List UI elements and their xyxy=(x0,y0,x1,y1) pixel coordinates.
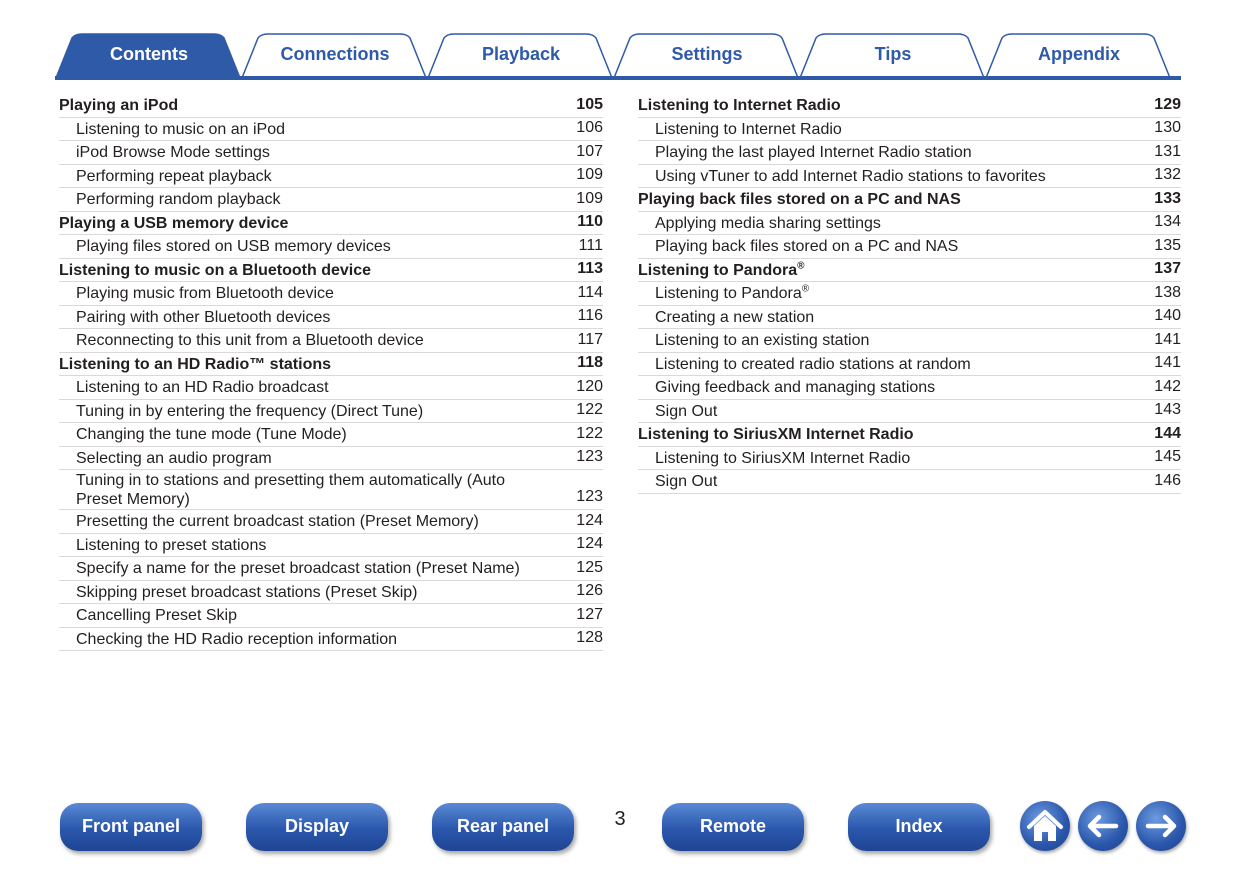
toc-entry-title xyxy=(655,308,1181,327)
toc-entry[interactable] xyxy=(59,628,603,652)
toc-entry-text: Listening to created radio stations at random xyxy=(655,355,971,373)
back-button[interactable] xyxy=(1078,801,1128,851)
toc-entry-text: Sign Out xyxy=(655,402,718,420)
registered-mark: ® xyxy=(797,260,805,272)
remote-button[interactable]: Remote xyxy=(662,803,804,851)
toc-entry-text: Tuning in by entering the frequency (Direct Tune) xyxy=(76,402,424,420)
toc-entry[interactable] xyxy=(59,557,603,581)
toc-entry-text: Playing a USB memory device xyxy=(59,214,289,232)
toc-right-column xyxy=(638,94,1181,494)
toc-entry-title xyxy=(655,331,1181,350)
toc-entry-text: Listening to an HD Radio broadcast xyxy=(76,379,329,396)
toc-entry-text: Giving feedback and managing stations xyxy=(655,379,936,396)
toc-entry-text: Listening to Internet Radio xyxy=(638,97,841,114)
toc-entry-title xyxy=(655,167,1181,186)
toc-page-number: 114 xyxy=(577,283,603,301)
toc-entry[interactable] xyxy=(638,376,1181,400)
toc-entry-text: Applying media sharing settings xyxy=(655,214,881,232)
toc-page-number: 122 xyxy=(576,401,603,418)
toc-entry-title xyxy=(59,214,603,233)
toc-entry-title xyxy=(76,536,603,555)
home-button[interactable] xyxy=(1020,801,1070,851)
toc-page-number: 130 xyxy=(1154,119,1181,136)
tab-appendix[interactable]: Appendix xyxy=(1037,44,1120,64)
toc-page-number: 126 xyxy=(576,582,603,599)
toc-entry-title xyxy=(76,471,603,509)
toc-entry-text: Playing back files stored on a PC and NAS xyxy=(638,191,961,208)
toc-entry-text: Sign Out xyxy=(655,473,718,490)
toc-entry-title xyxy=(59,261,603,280)
toc-page-number: 133 xyxy=(1154,189,1181,207)
toc-entry[interactable] xyxy=(638,329,1181,353)
toc-page-number: 144 xyxy=(1154,424,1181,442)
home-icon xyxy=(1020,801,1070,851)
toc-entry-text: Pairing with other Bluetooth devices xyxy=(76,308,331,326)
index-button[interactable]: Index xyxy=(848,803,990,851)
tab-connections[interactable]: Connections xyxy=(280,44,390,64)
toc-entry-title xyxy=(655,355,1181,374)
toc-entry-title xyxy=(59,96,603,115)
toc-page-number: 125 xyxy=(576,558,603,576)
toc-entry[interactable] xyxy=(59,306,603,330)
toc-entry-text: Skipping preset broadcast stations (Preset Skip) xyxy=(76,583,418,601)
toc-entry-text: Listening to an HD Radio™ stations xyxy=(59,355,332,373)
page-number: 3 xyxy=(614,808,626,830)
toc-entry-text: Playing music from Bluetooth device xyxy=(76,285,334,302)
toc-entry[interactable] xyxy=(638,118,1181,142)
toc-entry-text: Performing random playback xyxy=(76,191,281,208)
toc-entry-text: Playing files stored on USB memory devices xyxy=(76,238,391,255)
toc-heading[interactable] xyxy=(638,259,1181,283)
toc-page-number: 143 xyxy=(1154,401,1181,418)
toc-page-number: 128 xyxy=(576,629,603,646)
toc-page-number: 117 xyxy=(577,330,603,348)
toc-entry-title xyxy=(76,559,603,578)
toc-page-number: 113 xyxy=(577,260,603,277)
toc-page-number: 129 xyxy=(1154,95,1181,113)
toc-page-number: 145 xyxy=(1154,448,1181,465)
toc-entry-title xyxy=(638,261,1181,280)
toc-entry-title xyxy=(655,143,1181,162)
toc-entry-text: Listening to Pandora xyxy=(655,285,802,302)
tab-settings[interactable]: Settings xyxy=(671,44,743,64)
toc-entry[interactable] xyxy=(59,510,603,534)
toc-entry[interactable] xyxy=(638,141,1181,165)
toc-entry-title xyxy=(76,606,603,625)
toc-page-number: 127 xyxy=(576,605,603,623)
toc-entry-text: Listening to SiriusXM Internet Radio xyxy=(655,449,911,467)
toc-entry-text: Listening to music on a Bluetooth device xyxy=(59,261,372,279)
toc-entry[interactable] xyxy=(638,470,1181,494)
toc-page-number: 140 xyxy=(1154,307,1181,324)
toc-page-number: 109 xyxy=(576,166,603,183)
toc-page-number: 122 xyxy=(576,424,603,442)
toc-heading[interactable] xyxy=(59,259,603,283)
toc-entry-title xyxy=(76,402,603,421)
toc-entry-text: Checking the HD Radio reception information xyxy=(76,630,398,648)
registered-mark: ® xyxy=(801,283,810,295)
toc-left-column xyxy=(59,94,603,651)
toc-entry-title xyxy=(638,425,1181,444)
toc-page-number: 109 xyxy=(576,189,603,207)
toc-entry-title xyxy=(59,355,603,374)
toc-entry[interactable] xyxy=(638,306,1181,330)
toc-entry[interactable] xyxy=(638,212,1181,236)
toc-entry[interactable] xyxy=(59,423,603,447)
toc-entry[interactable] xyxy=(59,447,603,471)
toc-entry[interactable] xyxy=(59,235,603,259)
toc-entry-title xyxy=(76,284,603,303)
toc-entry-text: Playing the last played Internet Radio station xyxy=(655,144,972,161)
toc-entry-text: Performing repeat playback xyxy=(76,167,272,185)
toc-entry-title xyxy=(638,190,1181,209)
toc-entry-title xyxy=(655,214,1181,233)
toc-entry[interactable] xyxy=(59,534,603,558)
toc-page-number: 135 xyxy=(1154,236,1181,254)
toc-entry-text: Presetting the current broadcast station (Preset Memory) xyxy=(76,513,479,530)
toc-heading[interactable] xyxy=(638,94,1181,118)
toc-entry-text: Listening to preset stations xyxy=(76,536,267,554)
toc-entry-text: Reconnecting to this unit from a Bluetooth device xyxy=(76,332,424,349)
toc-entry-title xyxy=(76,167,603,186)
toc-entry-title xyxy=(655,378,1181,397)
toc-entry-title xyxy=(655,402,1181,421)
toc-page-number: 107 xyxy=(576,142,603,160)
toc-entry[interactable] xyxy=(59,141,603,165)
toc-entry-title xyxy=(655,472,1181,491)
toc-entry[interactable] xyxy=(59,188,603,212)
toc-entry-title xyxy=(76,120,603,139)
toc-entry-title xyxy=(76,237,603,256)
toc-entry[interactable] xyxy=(59,165,603,189)
toc-entry-title xyxy=(76,143,603,162)
back-arrow-icon xyxy=(1078,801,1128,851)
toc-entry-title xyxy=(655,120,1181,139)
toc-entry-title xyxy=(76,583,603,602)
toc-entry-title xyxy=(76,308,603,327)
toc-entry[interactable] xyxy=(59,376,603,400)
toc-page-number: 116 xyxy=(577,307,603,324)
toc-entry-text: Playing an iPod xyxy=(59,97,179,114)
toc-entry-text: Playing back files stored on a PC and NAS xyxy=(655,238,959,255)
toc-page-number: 132 xyxy=(1154,166,1181,183)
tab-playback[interactable]: Playback xyxy=(481,44,561,64)
toc-heading[interactable] xyxy=(638,188,1181,212)
toc-entry-text: Listening to SiriusXM Internet Radio xyxy=(638,426,914,443)
toc-entry-text: iPod Browse Mode settings xyxy=(76,144,270,161)
toc-page-number: 105 xyxy=(576,95,603,113)
toc-entry[interactable] xyxy=(638,353,1181,377)
toc-entry-title xyxy=(76,425,603,444)
toc-entry-text: Creating a new station xyxy=(655,308,815,326)
toc-page-number: 123 xyxy=(576,488,603,505)
toc-entry-text: Tuning in to stations and presetting them automatically (Auto Preset Memory) xyxy=(76,472,505,508)
display-button[interactable]: Display xyxy=(246,803,388,851)
toc-heading[interactable] xyxy=(59,94,603,118)
toc-page-number: 138 xyxy=(1154,283,1181,301)
toc-heading[interactable] xyxy=(59,212,603,236)
toc-entry-text: Listening to an existing station xyxy=(655,332,870,349)
toc-entry-text: Using vTuner to add Internet Radio stations to favorites xyxy=(655,167,1046,185)
toc-entry[interactable] xyxy=(59,581,603,605)
toc-entry-title xyxy=(655,284,1181,303)
toc-page-number: 124 xyxy=(576,511,603,529)
toc-page-number: 141 xyxy=(1154,330,1181,348)
forward-arrow-icon xyxy=(1136,801,1186,851)
toc-entry[interactable] xyxy=(638,400,1181,424)
toc-entry-title xyxy=(76,190,603,209)
toc-entry[interactable] xyxy=(59,400,603,424)
toc-page-number: 120 xyxy=(576,377,603,395)
toc-entry[interactable] xyxy=(638,235,1181,259)
toc-entry-text: Cancelling Preset Skip xyxy=(76,607,237,624)
toc-page-number: 137 xyxy=(1154,260,1181,277)
toc-page-number: 123 xyxy=(576,448,603,465)
toc-entry-title xyxy=(76,449,603,468)
toc-entry[interactable] xyxy=(59,118,603,142)
tab-contents[interactable]: Contents xyxy=(110,44,188,64)
toc-heading[interactable] xyxy=(59,353,603,377)
toc-entry-text: Listening to music on an iPod xyxy=(76,120,286,138)
toc-entry-title xyxy=(76,331,603,350)
toc-page-number: 111 xyxy=(578,236,603,254)
toc-page-number: 118 xyxy=(577,354,603,371)
toc-entry[interactable] xyxy=(59,470,603,510)
toc-entry-text: Changing the tune mode (Tune Mode) xyxy=(76,426,347,443)
toc-entry-title xyxy=(76,378,603,397)
toc-entry-text: Listening to Pandora xyxy=(638,261,798,279)
toc-entry[interactable] xyxy=(638,165,1181,189)
toc-entry-text: Selecting an audio program xyxy=(76,449,272,467)
toc-entry[interactable] xyxy=(59,282,603,306)
tab-tips[interactable]: Tips xyxy=(874,44,912,64)
front-panel-button[interactable]: Front panel xyxy=(60,803,202,851)
toc-page-number: 124 xyxy=(576,535,603,552)
toc-page-number: 131 xyxy=(1154,142,1181,160)
toc-entry-title xyxy=(655,449,1181,468)
toc-page-number: 110 xyxy=(577,213,603,230)
toc-page-number: 141 xyxy=(1154,354,1181,371)
toc-page-number: 106 xyxy=(576,119,603,136)
rear-panel-button[interactable]: Rear panel xyxy=(432,803,574,851)
toc-entry-title xyxy=(638,96,1181,115)
toc-entry-title xyxy=(76,512,603,531)
toc-entry[interactable] xyxy=(638,447,1181,471)
toc-entry-text: Listening to Internet Radio xyxy=(655,120,842,138)
toc-page-number: 146 xyxy=(1154,471,1181,489)
toc-entry[interactable] xyxy=(638,282,1181,306)
toc-entry-text: Specify a name for the preset broadcast station (Preset Name) xyxy=(76,560,520,577)
toc-entry[interactable] xyxy=(59,604,603,628)
forward-button[interactable] xyxy=(1136,801,1186,851)
toc-entry[interactable] xyxy=(59,329,603,353)
toc-entry-title xyxy=(76,630,603,649)
toc-entry-title xyxy=(655,237,1181,256)
toc-page-number: 142 xyxy=(1154,377,1181,395)
toc-heading[interactable] xyxy=(638,423,1181,447)
toc-page-number: 134 xyxy=(1154,213,1181,230)
